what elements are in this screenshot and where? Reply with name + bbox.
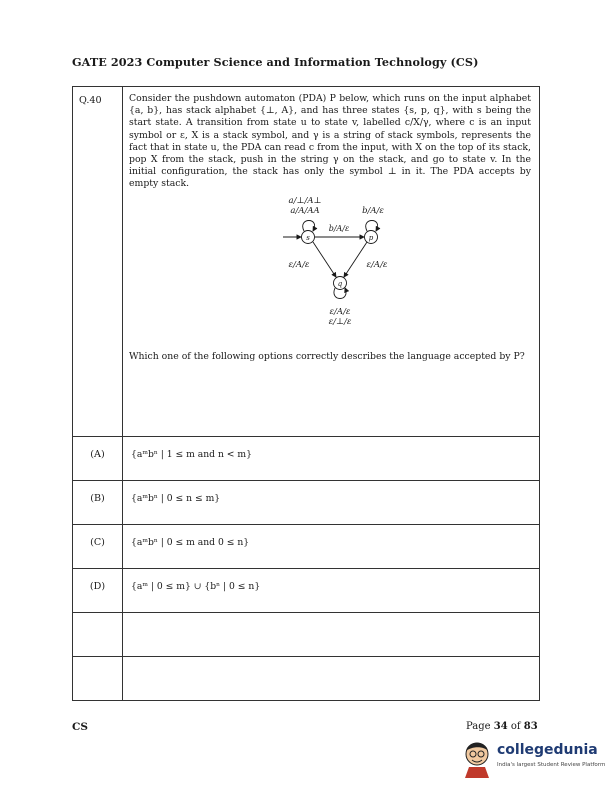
empty-row: [73, 613, 540, 657]
option-b-text: {aᵐbⁿ | 0 ≤ n ≤ m}: [131, 493, 221, 504]
option-row-b[interactable]: [73, 481, 540, 525]
brand-name: collegedunia: [497, 742, 598, 758]
label-s-loop-1: a/⊥/A⊥: [288, 195, 322, 206]
option-row-c[interactable]: [73, 525, 540, 569]
option-c-text: {aᵐbⁿ | 0 ≤ m and 0 ≤ n}: [131, 537, 250, 548]
brand-logo: [460, 740, 606, 780]
brand-tagline: India's largest Student Review Platform: [497, 762, 606, 768]
label-s-to-q: ε/A/ε: [288, 259, 310, 270]
footer-subject: CS: [72, 721, 88, 733]
option-row-a[interactable]: [73, 437, 540, 481]
question-prompt: Which one of the following options correctly describes the language accepted by P?: [129, 350, 525, 362]
label-q-loop-2: ε/⊥/ε: [328, 316, 352, 327]
empty-row: [73, 657, 540, 701]
page-sep: of: [507, 721, 524, 732]
page-number: [466, 721, 538, 732]
mascot-icon: [460, 740, 494, 778]
edge-s-to-q: [313, 242, 336, 277]
option-a-label: (A): [90, 449, 105, 460]
option-b-label: (B): [90, 493, 105, 504]
question-body-cell: [123, 87, 540, 437]
state-q-label: q: [337, 279, 343, 288]
option-c-label: (C): [90, 537, 105, 548]
page-prefix: Page: [466, 721, 494, 732]
label-s-loop-2: a/A/AA: [290, 205, 320, 216]
page-total: 83: [523, 721, 538, 732]
option-d-label: (D): [89, 581, 106, 592]
page-header: GATE 2023 Computer Science and Information Technology (CS): [72, 55, 479, 69]
option-row-d[interactable]: [73, 569, 540, 613]
state-p-label: p: [368, 233, 374, 242]
pda-diagram: [123, 191, 541, 339]
label-s-to-p: b/A/ε: [328, 223, 350, 233]
option-d-text: {aᵐ | 0 ≤ m} ∪ {bⁿ | 0 ≤ n}: [131, 581, 261, 592]
label-p-to-q: ε/A/ε: [366, 259, 388, 270]
s-self-loop: [303, 220, 315, 231]
option-a-text: {aᵐbⁿ | 1 ≤ m and n < m}: [131, 449, 252, 460]
label-p-loop: b/A/ε: [362, 205, 384, 216]
page-current: 34: [493, 721, 508, 732]
question-number-cell: [73, 87, 123, 437]
edge-p-to-q: [344, 242, 367, 277]
label-q-loop-1: ε/A/ε: [329, 306, 351, 317]
p-self-loop: [366, 220, 378, 231]
question-number: Q.40: [79, 95, 102, 106]
question-stem: Consider the pushdown automaton (PDA) P below, which runs on the input alphabet {a, b}, has stack alphabet {⊥, A}, and has three states {s, p, q}, with s being the start state. A transition from state u to state v, labelled c/X/γ, where c is an input symbol or ε, X is a stack symbol, and γ is a string of stack symbols, represents the fact that in state u, the PDA can read c from the input, with X on the top of its stack, pop X from the stack, push in the string γ on the stack, and go to state v. In the initial configuration, the stack has only the symbol ⊥ in it. The PDA accepts by empty stack.: [129, 93, 531, 190]
question-table: [72, 86, 540, 701]
state-s-label: s: [306, 233, 310, 242]
